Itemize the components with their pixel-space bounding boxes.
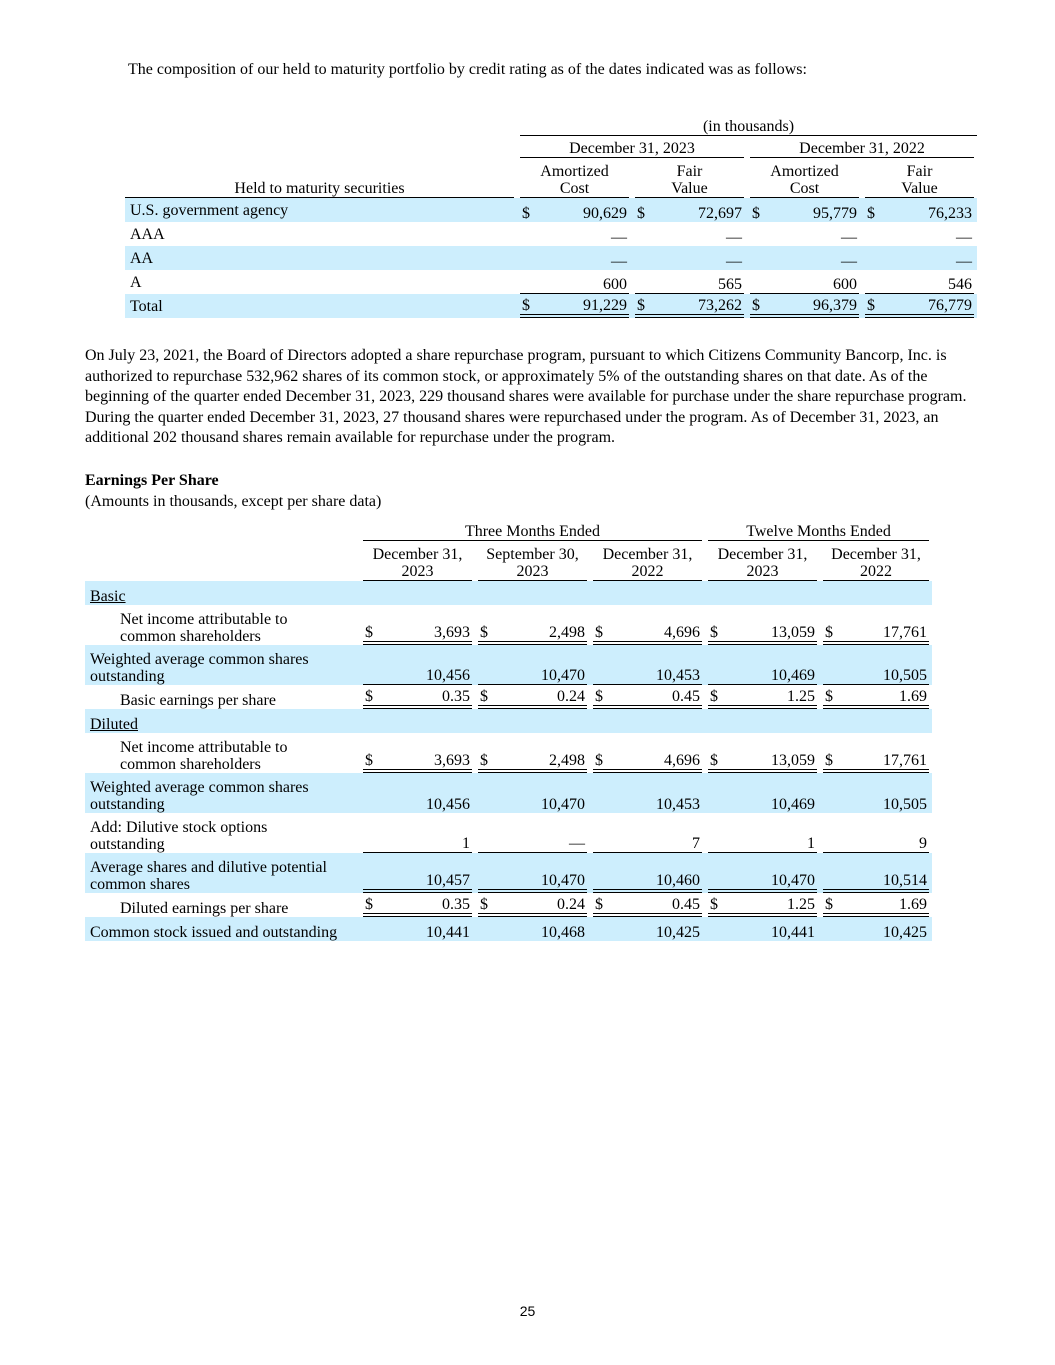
htm-credit-table	[125, 116, 977, 318]
value-cell	[865, 205, 974, 222]
currency-symbol: $	[867, 297, 875, 314]
column-header: December 31, 2023	[708, 546, 817, 581]
value-cell	[363, 752, 472, 773]
currency-symbol: $	[867, 205, 875, 222]
currency-symbol: $	[365, 896, 373, 913]
value-cell	[823, 896, 929, 917]
value: 1.69	[899, 688, 928, 705]
value: 10,425	[883, 924, 928, 941]
value-cell	[478, 688, 587, 709]
value-cell	[593, 752, 702, 773]
value: 1.25	[787, 896, 815, 913]
value-cell	[363, 872, 472, 893]
currency-symbol: $	[710, 688, 718, 705]
value: —	[726, 253, 742, 270]
value: 10,460	[656, 872, 700, 889]
value: 96,379	[813, 297, 857, 314]
value-cell	[635, 229, 744, 246]
value-cell	[363, 835, 472, 853]
value: 0.35	[442, 896, 470, 913]
currency-symbol: $	[710, 752, 718, 769]
value-cell	[708, 752, 817, 773]
value-cell	[750, 205, 859, 222]
value: 10,441	[426, 924, 470, 941]
value-cell	[750, 229, 859, 246]
value-cell	[363, 896, 472, 917]
value: 0.45	[672, 688, 700, 705]
value-cell	[823, 835, 929, 853]
column-header: Amortized Cost	[520, 163, 629, 198]
value-cell	[593, 835, 702, 853]
label-header: Held to maturity securities	[125, 180, 514, 198]
currency-symbol: $	[825, 752, 833, 769]
value: 76,233	[928, 205, 973, 222]
value: 10,456	[426, 667, 470, 684]
value: 10,457	[426, 872, 470, 889]
value: 95,779	[813, 205, 857, 222]
currency-symbol: $	[825, 624, 833, 641]
value: 0.24	[557, 688, 585, 705]
value-cell	[478, 872, 587, 893]
value: 7	[692, 835, 700, 852]
currency-symbol: $	[710, 896, 718, 913]
value: 600	[603, 276, 627, 293]
value: —	[569, 835, 585, 852]
value: 10,470	[771, 872, 815, 889]
value-cell	[635, 276, 744, 294]
row-label: A	[130, 273, 142, 291]
eps-title: Earnings Per Share	[85, 472, 219, 489]
value-cell	[750, 253, 859, 270]
value: 1.69	[899, 896, 928, 913]
currency-symbol: $	[637, 205, 645, 222]
value: 10,453	[656, 667, 700, 684]
value: 10,505	[883, 667, 928, 684]
value: 13,059	[771, 624, 815, 641]
row-label: AA	[130, 249, 154, 267]
value-cell	[593, 667, 702, 685]
value: 600	[833, 276, 857, 293]
group-header-row	[125, 136, 977, 158]
value-cell	[593, 872, 702, 893]
value-cell	[708, 872, 817, 893]
value: —	[611, 229, 627, 246]
column-header: December 31, 2022	[823, 546, 929, 581]
value: 10,470	[541, 872, 585, 889]
currency-symbol: $	[365, 688, 373, 705]
table-row	[85, 773, 932, 813]
value-cell	[635, 297, 744, 318]
table-row	[85, 605, 932, 645]
value-cell	[520, 253, 629, 270]
value: 76,779	[928, 297, 973, 314]
value: 3,693	[434, 752, 470, 769]
value-cell	[708, 896, 817, 917]
value-cell	[823, 872, 929, 893]
value-cell	[635, 253, 744, 270]
value-cell	[750, 297, 859, 318]
value-cell	[478, 667, 587, 685]
currency-symbol: $	[637, 297, 645, 314]
value: 91,229	[583, 297, 627, 314]
row-label: Common stock issued and outstanding	[90, 924, 338, 941]
currency-symbol: $	[825, 688, 833, 705]
value-cell	[823, 796, 929, 813]
value: 10,469	[771, 796, 815, 813]
value: 0.24	[557, 896, 585, 913]
column-header-row	[125, 158, 977, 198]
value: 10,468	[541, 924, 585, 941]
column-header: December 31, 2022	[593, 546, 702, 581]
currency-symbol: $	[752, 297, 760, 314]
value: —	[726, 229, 742, 246]
value: 17,761	[883, 624, 928, 641]
currency-symbol: $	[480, 688, 488, 705]
value-cell	[750, 276, 859, 294]
value-cell	[478, 896, 587, 917]
value: 4,696	[664, 624, 700, 641]
currency-symbol: $	[480, 896, 488, 913]
value: 10,441	[771, 924, 815, 941]
eps-subtitle: (Amounts in thousands, except per share data)	[85, 493, 382, 510]
value: —	[841, 229, 857, 246]
row-label: Basic earnings per share	[120, 692, 276, 709]
value-cell	[520, 297, 629, 318]
section-label: Basic	[90, 588, 126, 605]
value: 3,693	[434, 624, 470, 641]
value: 9	[919, 835, 928, 852]
units-text: (in thousands)	[520, 118, 977, 136]
table-row	[85, 733, 932, 773]
section-row	[85, 581, 932, 605]
value-cell	[823, 924, 929, 941]
table-row	[85, 813, 932, 853]
row-label: Average shares and dilutive potential common shares	[90, 859, 327, 893]
row-label: Net income attributable to common shareholders	[120, 739, 288, 773]
column-header: Amortized Cost	[750, 163, 859, 198]
table-row	[125, 294, 977, 318]
group-header-row	[85, 519, 932, 541]
section-label: Diluted	[90, 716, 138, 733]
value-cell	[823, 624, 929, 645]
table-row	[85, 685, 932, 709]
value: 90,629	[583, 205, 627, 222]
value: 73,262	[698, 297, 742, 314]
value-cell	[593, 688, 702, 709]
value: 10,425	[656, 924, 700, 941]
value: 1	[807, 835, 815, 852]
units-label	[517, 116, 977, 136]
value: —	[611, 253, 627, 270]
value-cell	[708, 924, 817, 941]
group-header: December 31, 2023	[520, 140, 744, 158]
table-row	[125, 270, 977, 294]
value: 17,761	[883, 752, 928, 769]
value-cell	[708, 835, 817, 853]
value-cell	[363, 796, 472, 813]
value: 72,697	[698, 205, 742, 222]
currency-symbol: $	[595, 624, 603, 641]
value: 10,453	[656, 796, 700, 813]
row-label: Weighted average common shares outstanding	[90, 779, 309, 813]
value-cell	[478, 835, 587, 853]
value-cell	[593, 896, 702, 917]
column-header: Fair Value	[635, 163, 744, 198]
value: 546	[948, 276, 973, 293]
value-cell	[823, 688, 929, 709]
value-cell	[708, 667, 817, 685]
value: 4,696	[664, 752, 700, 769]
value-cell	[478, 796, 587, 813]
group-header: Three Months Ended	[363, 523, 702, 541]
column-header-row	[85, 541, 932, 581]
value-cell	[520, 276, 629, 294]
currency-symbol: $	[480, 624, 488, 641]
column-header: Fair Value	[865, 163, 974, 198]
value-cell	[708, 796, 817, 813]
value-cell	[865, 297, 974, 318]
section-row	[85, 709, 932, 733]
value-cell	[363, 924, 472, 941]
row-label: Add: Dilutive stock options outstanding	[90, 819, 268, 853]
table-row	[85, 893, 932, 917]
value-cell	[708, 624, 817, 645]
table-row	[125, 246, 977, 270]
intro-text: The composition of our held to maturity portfolio by credit rating as of the dates indicated was as follows:	[128, 61, 807, 78]
value: —	[841, 253, 857, 270]
table-row	[85, 645, 932, 685]
value: 13,059	[771, 752, 815, 769]
value: —	[956, 229, 973, 246]
currency-symbol: $	[825, 896, 833, 913]
value: 0.35	[442, 688, 470, 705]
row-label: Total	[130, 297, 163, 315]
value: 10,505	[883, 796, 928, 813]
value-cell	[635, 205, 744, 222]
currency-symbol: $	[752, 205, 760, 222]
value-cell	[520, 229, 629, 246]
column-header: September 30, 2023	[478, 546, 587, 581]
value-cell	[478, 624, 587, 645]
units-row	[125, 116, 977, 136]
value: 10,514	[883, 872, 928, 889]
row-label: AAA	[130, 225, 165, 243]
value: 565	[718, 276, 742, 293]
currency-symbol: $	[522, 205, 530, 222]
currency-symbol: $	[365, 752, 373, 769]
currency-symbol: $	[522, 297, 530, 314]
currency-symbol: $	[595, 752, 603, 769]
table-row	[85, 853, 932, 893]
row-label: Weighted average common shares outstanding	[90, 651, 309, 685]
currency-symbol: $	[595, 896, 603, 913]
row-label: Diluted earnings per share	[120, 900, 289, 917]
value: 10,456	[426, 796, 470, 813]
value-cell	[363, 688, 472, 709]
value: 10,469	[771, 667, 815, 684]
table-row	[125, 222, 977, 246]
value: 1	[462, 835, 470, 852]
value-cell	[363, 624, 472, 645]
value-cell	[865, 253, 974, 270]
value-cell	[593, 796, 702, 813]
value: 10,470	[541, 667, 585, 684]
value: 1.25	[787, 688, 815, 705]
value-cell	[865, 276, 974, 294]
value-cell	[823, 667, 929, 685]
eps-table	[85, 519, 932, 941]
value-cell	[593, 924, 702, 941]
currency-symbol: $	[710, 624, 718, 641]
row-label: U.S. government agency	[130, 201, 289, 219]
page-number: 25	[519, 1303, 536, 1319]
table-row	[85, 917, 932, 941]
table-row	[125, 198, 977, 222]
value-cell	[363, 667, 472, 685]
group-header: Twelve Months Ended	[708, 523, 929, 541]
value-cell	[708, 688, 817, 709]
value-cell	[520, 205, 629, 222]
value-cell	[865, 229, 974, 246]
currency-symbol: $	[365, 624, 373, 641]
value-cell	[593, 624, 702, 645]
value: 2,498	[549, 624, 585, 641]
value: 2,498	[549, 752, 585, 769]
value: 10,470	[541, 796, 585, 813]
value: —	[956, 253, 973, 270]
value-cell	[478, 924, 587, 941]
value-cell	[478, 752, 587, 773]
currency-symbol: $	[480, 752, 488, 769]
column-header: December 31, 2023	[363, 546, 472, 581]
group-header: December 31, 2022	[750, 140, 974, 158]
repurchase-paragraph: On July 23, 2021, the Board of Directors adopted a share repurchase program, pursuant to which Citizens Community Bancorp, Inc. is authorized to repurchase 532,962 shares of its common stock, or approximately 5% of the outstanding shares on that date. As of the beginning of the quarter ended December 31, 2023, 229 thousand shares were available for purchase under the share repurchase program. During the quarter ended December 31, 2023, 27 thousand shares were repurchased under the program. As of December 31, 2023, an additional 202 thousand shares remain available for repurchase under the program.	[85, 347, 967, 446]
value: 0.45	[672, 896, 700, 913]
value-cell	[823, 752, 929, 773]
currency-symbol: $	[595, 688, 603, 705]
row-label: Net income attributable to common shareholders	[120, 611, 288, 645]
